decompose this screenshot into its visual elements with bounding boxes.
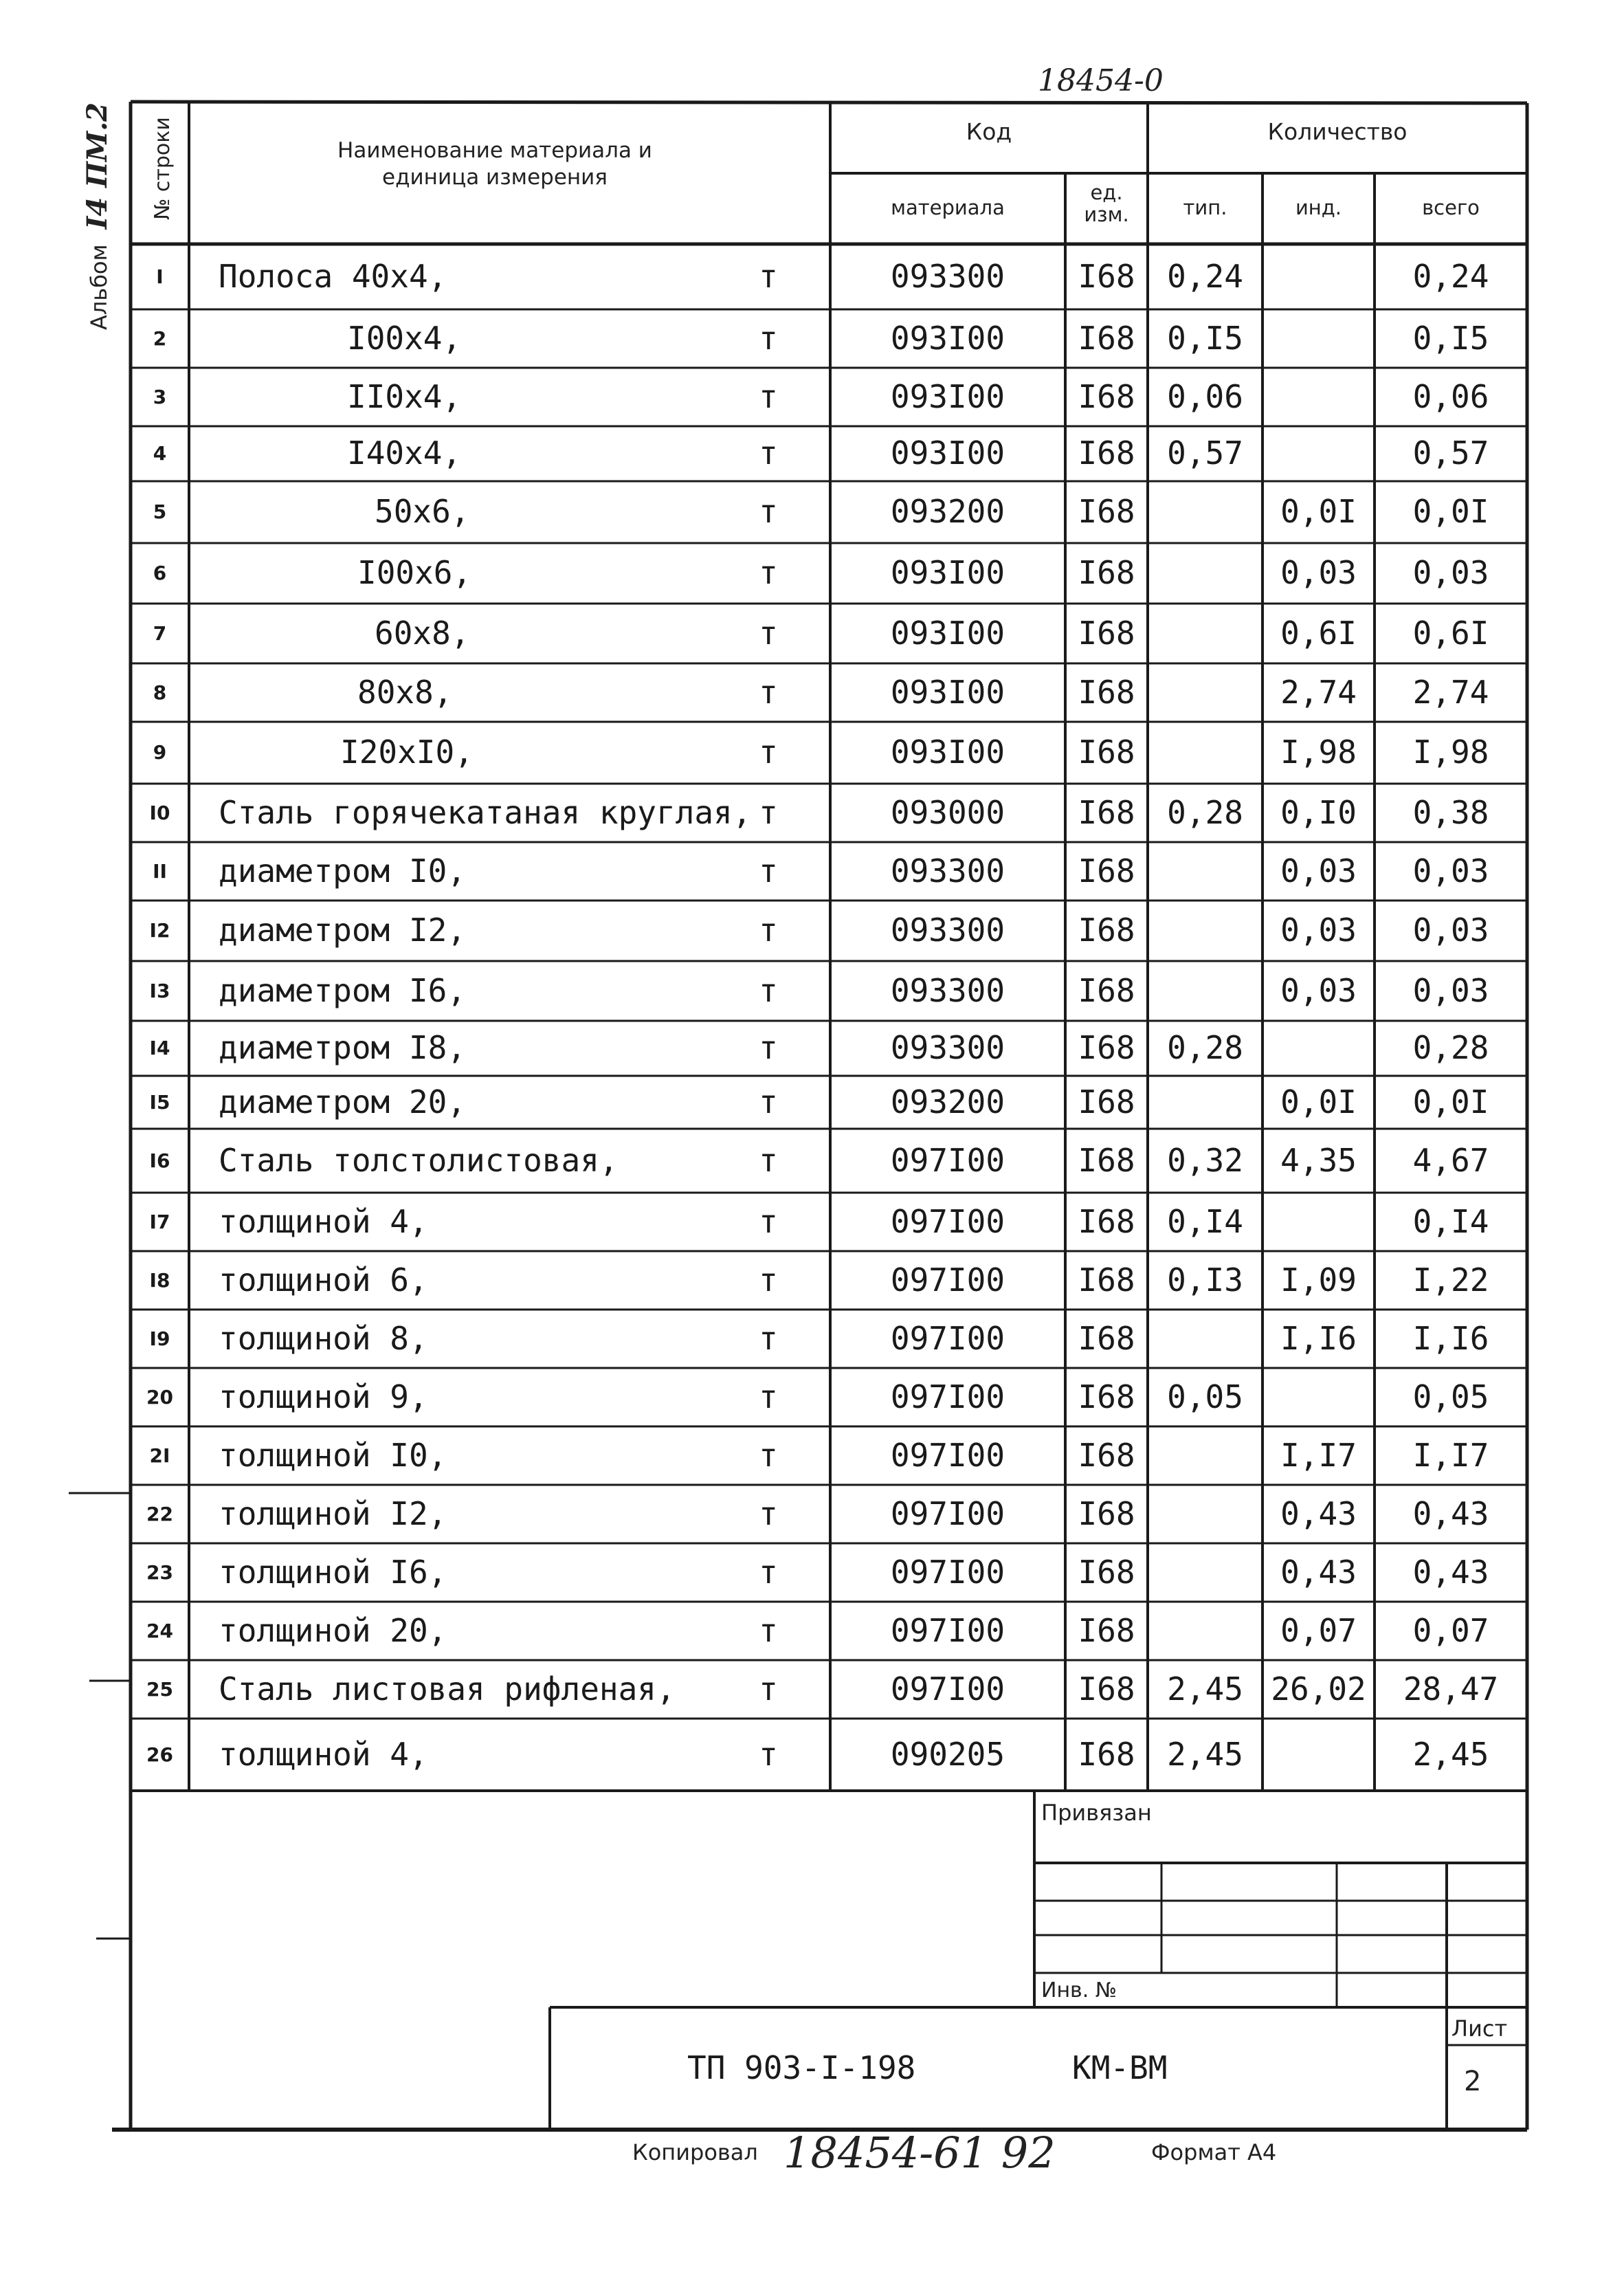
qty-total: 0,38 [1412, 794, 1489, 831]
unit-code: I68 [1078, 615, 1135, 652]
material-code: 097I00 [890, 1320, 1005, 1357]
qty-total: 0,24 [1412, 258, 1489, 295]
unit-letter: т [759, 434, 778, 472]
qty-total: 0,43 [1412, 1554, 1489, 1591]
material-code: 093I00 [890, 674, 1005, 711]
row-number: I8 [149, 1269, 170, 1292]
unit-code: I68 [1078, 1203, 1135, 1240]
material-name: I00x4, [347, 320, 462, 357]
qty-ind: 4,35 [1280, 1142, 1357, 1179]
unit-letter: т [759, 1029, 778, 1066]
qty-total: 2,74 [1412, 674, 1489, 711]
qty-total: I,I6 [1412, 1320, 1489, 1357]
album-number: I4 ПМ.2 [81, 102, 113, 230]
material-name: толщиной I6, [219, 1554, 447, 1591]
qty-typ: 0,28 [1167, 1029, 1243, 1066]
qty-total: 0,03 [1412, 912, 1489, 949]
material-code: 097I00 [890, 1554, 1005, 1591]
unit-letter: т [759, 1495, 778, 1532]
row-number: 2I [149, 1444, 170, 1467]
unit-code: I68 [1078, 1437, 1135, 1474]
unit-code: I68 [1078, 320, 1135, 357]
material-name: Полоса 40x4, [219, 258, 447, 295]
material-name: диаметром I6, [219, 972, 467, 1009]
header-material: материала [891, 196, 1005, 219]
unit-letter: т [759, 378, 778, 415]
qty-total: 0,57 [1412, 434, 1489, 472]
qty-ind: 2,74 [1280, 674, 1357, 711]
qty-ind: I,09 [1280, 1261, 1357, 1299]
material-code: 093300 [890, 972, 1005, 1009]
header-name: Наименование материала и единица измерения [337, 138, 652, 190]
qty-typ: 0,32 [1167, 1142, 1243, 1179]
row-number: 4 [153, 442, 167, 465]
material-code: 097I00 [890, 1437, 1005, 1474]
material-code: 097I00 [890, 1378, 1005, 1415]
row-number: I5 [149, 1091, 170, 1114]
stamp-attached: Привязан [1041, 1800, 1152, 1826]
material-code: 093I00 [890, 434, 1005, 472]
stamp-sheet-no: 2 [1464, 2066, 1482, 2097]
material-name: I00x6, [357, 554, 472, 591]
unit-code: I68 [1078, 554, 1135, 591]
qty-total: 0,03 [1412, 972, 1489, 1009]
row-number: 5 [153, 500, 167, 523]
row-number: I2 [149, 919, 170, 942]
unit-letter: т [759, 1320, 778, 1357]
qty-total: 0,06 [1412, 378, 1489, 415]
material-code: 093I00 [890, 615, 1005, 652]
album-label-text: Альбом [86, 244, 112, 330]
unit-letter: т [759, 972, 778, 1009]
row-number: 2 [153, 327, 167, 350]
material-code: 093300 [890, 1029, 1005, 1066]
unit-letter: т [759, 912, 778, 949]
header-total: всего [1422, 196, 1480, 219]
unit-code: I68 [1078, 1612, 1135, 1649]
qty-total: I,22 [1412, 1261, 1489, 1299]
qty-total: 0,I5 [1412, 320, 1489, 357]
qty-typ: 0,I4 [1167, 1203, 1243, 1240]
unit-letter: т [759, 1142, 778, 1179]
material-name: диаметром 20, [219, 1083, 467, 1121]
material-name: диаметром I0, [219, 852, 467, 890]
footer-copied-value: 18454-61 92 [783, 2128, 1056, 2178]
qty-ind: 0,43 [1280, 1554, 1357, 1591]
header-row-no-label: № строки [150, 117, 175, 220]
material-name: диаметром I2, [219, 912, 467, 949]
qty-ind: 26,02 [1271, 1670, 1366, 1708]
unit-code: I68 [1078, 1029, 1135, 1066]
unit-code: I68 [1078, 674, 1135, 711]
qty-total: 28,47 [1403, 1670, 1499, 1708]
qty-typ: 0,24 [1167, 258, 1243, 295]
material-name: толщиной 4, [219, 1736, 428, 1773]
qty-typ: 0,I5 [1167, 320, 1243, 357]
material-name: 80x8, [357, 674, 453, 711]
top-note: 18454-0 [1038, 63, 1164, 98]
unit-letter: т [759, 733, 778, 771]
unit-code: I68 [1078, 794, 1135, 831]
unit-code: I68 [1078, 1670, 1135, 1708]
qty-ind: 0,03 [1280, 972, 1357, 1009]
qty-total: I,98 [1412, 733, 1489, 771]
qty-typ: 0,28 [1167, 794, 1243, 831]
material-name: I40x4, [347, 434, 462, 472]
row-number: 20 [146, 1386, 173, 1409]
material-name: толщиной 9, [219, 1378, 428, 1415]
unit-code: I68 [1078, 1142, 1135, 1179]
row-number: 3 [153, 386, 167, 408]
qty-ind: 0,I0 [1280, 794, 1357, 831]
material-name: Сталь толстолистовая, [219, 1142, 619, 1179]
qty-total: 0,05 [1412, 1378, 1489, 1415]
unit-code: I68 [1078, 1083, 1135, 1121]
unit-letter: т [759, 1670, 778, 1708]
material-code: 097I00 [890, 1261, 1005, 1299]
unit-code: I68 [1078, 493, 1135, 530]
unit-letter: т [759, 258, 778, 295]
unit-letter: т [759, 1203, 778, 1240]
material-name: толщиной 4, [219, 1203, 428, 1240]
row-number: 24 [146, 1620, 173, 1642]
qty-typ: 0,57 [1167, 434, 1243, 472]
material-code: 097I00 [890, 1142, 1005, 1179]
footer-copied-label: Копировал [632, 2139, 758, 2165]
unit-letter: т [759, 794, 778, 831]
material-name: диаметром I8, [219, 1029, 467, 1066]
material-code: 093300 [890, 852, 1005, 890]
material-code: 097I00 [890, 1203, 1005, 1240]
qty-ind: 0,0I [1280, 493, 1357, 530]
header-typ: тип. [1183, 196, 1227, 219]
qty-ind: I,I6 [1280, 1320, 1357, 1357]
unit-letter: т [759, 1437, 778, 1474]
material-name: толщиной I2, [219, 1495, 447, 1532]
unit-code: I68 [1078, 1554, 1135, 1591]
qty-ind: 0,03 [1280, 554, 1357, 591]
row-number: I6 [149, 1149, 170, 1172]
material-name: 60x8, [375, 615, 470, 652]
material-name: толщиной 8, [219, 1320, 428, 1357]
material-code: 093200 [890, 1083, 1005, 1121]
material-name: Сталь листовая рифленая, [219, 1670, 676, 1708]
unit-code: I68 [1078, 1736, 1135, 1773]
qty-total: 0,03 [1412, 852, 1489, 890]
header-unit: ед. изм. [1084, 181, 1129, 226]
row-number: 9 [153, 741, 167, 764]
qty-total: 2,45 [1412, 1736, 1489, 1773]
row-number: 25 [146, 1678, 173, 1701]
qty-total: 0,03 [1412, 554, 1489, 591]
header-row-no [138, 100, 186, 237]
qty-ind: 0,03 [1280, 852, 1357, 890]
unit-code: I68 [1078, 434, 1135, 472]
qty-typ: 2,45 [1167, 1670, 1243, 1708]
material-code: 097I00 [890, 1612, 1005, 1649]
unit-code: I68 [1078, 378, 1135, 415]
qty-typ: 0,06 [1167, 378, 1243, 415]
qty-total: 0,43 [1412, 1495, 1489, 1532]
stamp-sheet-label: Лист [1451, 2016, 1508, 2042]
unit-letter: т [759, 615, 778, 652]
unit-code: I68 [1078, 972, 1135, 1009]
qty-total: I,I7 [1412, 1437, 1489, 1474]
unit-letter: т [759, 493, 778, 530]
stamp-inv-no: Инв. № [1041, 1978, 1117, 2002]
qty-ind: I,98 [1280, 733, 1357, 771]
material-code: 093300 [890, 258, 1005, 295]
qty-ind: 0,6I [1280, 615, 1357, 652]
row-number: I4 [149, 1037, 170, 1059]
row-number: 6 [153, 562, 167, 584]
material-code: 097I00 [890, 1495, 1005, 1532]
qty-total: 0,0I [1412, 493, 1489, 530]
qty-total: 0,07 [1412, 1612, 1489, 1649]
material-name: толщиной I0, [219, 1437, 447, 1474]
unit-code: I68 [1078, 1378, 1135, 1415]
material-name: толщиной 20, [219, 1612, 447, 1649]
row-number: I [156, 265, 164, 288]
material-code: 093I00 [890, 378, 1005, 415]
material-name: толщиной 6, [219, 1261, 428, 1299]
unit-code: I68 [1078, 912, 1135, 949]
row-number: 7 [153, 622, 167, 645]
material-code: 093200 [890, 493, 1005, 530]
material-code: 093300 [890, 912, 1005, 949]
qty-typ: 2,45 [1167, 1736, 1243, 1773]
footer-format: Формат А4 [1151, 2139, 1277, 2165]
unit-letter: т [759, 320, 778, 357]
stamp-mark: КМ-ВМ [1072, 2049, 1168, 2086]
qty-typ: 0,I3 [1167, 1261, 1243, 1299]
material-name: II0x4, [347, 378, 462, 415]
material-code: 093I00 [890, 733, 1005, 771]
material-code: 093000 [890, 794, 1005, 831]
album-label [81, 55, 115, 330]
material-name: 50x6, [375, 493, 470, 530]
unit-letter: т [759, 1736, 778, 1773]
row-number: I3 [149, 980, 170, 1002]
unit-code: I68 [1078, 1320, 1135, 1357]
header-code: Код [966, 118, 1012, 145]
qty-ind: 0,07 [1280, 1612, 1357, 1649]
unit-letter: т [759, 1554, 778, 1591]
unit-letter: т [759, 554, 778, 591]
qty-ind: 0,43 [1280, 1495, 1357, 1532]
row-number: 26 [146, 1743, 173, 1766]
row-number: 8 [153, 681, 167, 704]
qty-total: 0,0I [1412, 1083, 1489, 1121]
material-code: 090205 [890, 1736, 1005, 1773]
row-number: II [153, 860, 167, 883]
row-number: 23 [146, 1561, 173, 1584]
qty-total: 0,I4 [1412, 1203, 1489, 1240]
material-name: I20xI0, [340, 733, 474, 771]
unit-letter: т [759, 674, 778, 711]
unit-letter: т [759, 1261, 778, 1299]
material-code: 097I00 [890, 1670, 1005, 1708]
unit-letter: т [759, 1612, 778, 1649]
qty-ind: I,I7 [1280, 1437, 1357, 1474]
material-code: 093I00 [890, 320, 1005, 357]
material-code: 093I00 [890, 554, 1005, 591]
qty-total: 0,28 [1412, 1029, 1489, 1066]
qty-ind: 0,0I [1280, 1083, 1357, 1121]
qty-total: 4,67 [1412, 1142, 1489, 1179]
header-quantity: Количество [1267, 118, 1408, 145]
row-number: I9 [149, 1327, 170, 1350]
unit-code: I68 [1078, 1495, 1135, 1532]
header-ind: инд. [1295, 196, 1342, 219]
unit-letter: т [759, 1378, 778, 1415]
unit-code: I68 [1078, 258, 1135, 295]
unit-letter: т [759, 852, 778, 890]
unit-code: I68 [1078, 852, 1135, 890]
row-number: 22 [146, 1503, 173, 1525]
row-number: I0 [149, 802, 170, 824]
qty-total: 0,6I [1412, 615, 1489, 652]
qty-typ: 0,05 [1167, 1378, 1243, 1415]
stamp-doc-code: ТП 903-I-198 [687, 2049, 916, 2086]
unit-letter: т [759, 1083, 778, 1121]
row-number: I7 [149, 1211, 170, 1233]
material-name: Сталь горячекатаная круглая, [219, 794, 752, 831]
qty-ind: 0,03 [1280, 912, 1357, 949]
unit-code: I68 [1078, 733, 1135, 771]
unit-code: I68 [1078, 1261, 1135, 1299]
